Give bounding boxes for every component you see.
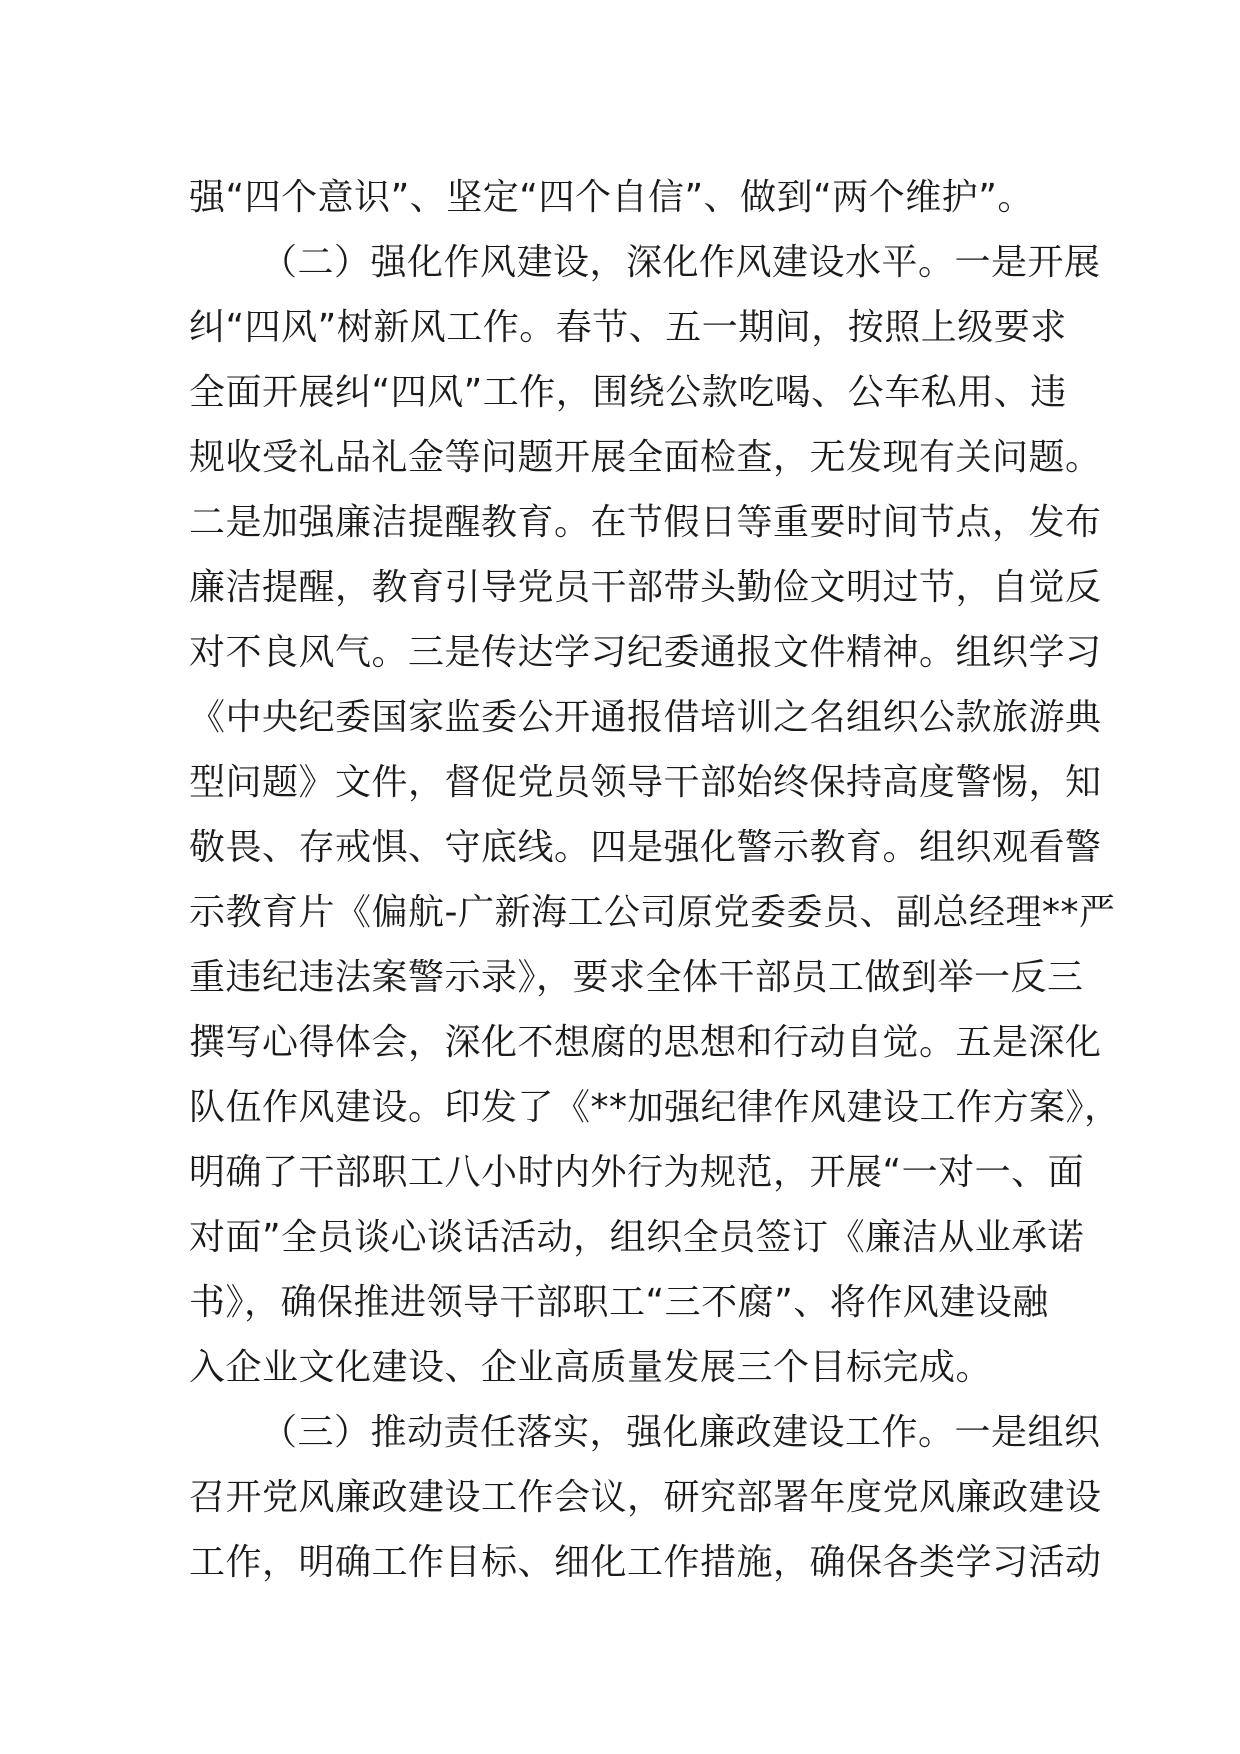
- text-line: 重违纪违法案警示录》，要求全体干部员工做到举一反三: [189, 957, 1084, 998]
- text-line: 入企业文化建设、企业高质量发展三个目标完成。: [189, 1347, 993, 1388]
- text-line: 书》，确保推进领导干部职工“三不腐”、将作风建设融: [189, 1282, 1049, 1323]
- document-body: [189, 165, 1121, 1595]
- text-line: 纠“四风”树新风工作。春节、五一期间，按照上级要求: [189, 307, 1067, 348]
- text-line: 工作，明确工作目标、细化工作措施，确保各类学习活动: [189, 1542, 1102, 1583]
- text-line: 敬畏、存戒惧、守底线。四是强化警示教育。组织观看警: [189, 827, 1102, 868]
- text-line: 二是加强廉洁提醒教育。在节假日等重要时间节点，发布: [189, 502, 1102, 543]
- section-heading-line: （二）强化作风建设，深化作风建设水平。一是开展: [261, 242, 1101, 283]
- text-line: 廉洁提醒，教育引导党员干部带头勤俭文明过节，自觉反: [189, 567, 1102, 608]
- text-line: 示教育片《偏航-广新海工公司原党委委员、副总经理**严: [189, 892, 1116, 933]
- text-line: 对不良风气。三是传达学习纪委通报文件精神。组织学习: [189, 632, 1102, 673]
- text-line: 型问题》文件，督促党员领导干部始终保持高度警惕，知: [189, 762, 1102, 803]
- text-line: 规收受礼品礼金等问题开展全面检查，无发现有关问题。: [189, 437, 1102, 478]
- text-line: 明确了干部职工八小时内外行为规范，开展“一对一、面: [189, 1152, 1085, 1193]
- section-heading-line: （三）推动责任落实，强化廉政建设工作。一是组织: [261, 1412, 1101, 1453]
- text-line: 队伍作风建设。印发了《**加强纪律作风建设工作方案》，: [189, 1087, 1121, 1128]
- text-line: 对面”全员谈心谈话活动，组织全员签订《廉洁从业承诺: [189, 1217, 1085, 1258]
- text-line: 《中央纪委国家监委公开通报借培训之名组织公款旅游典: [189, 697, 1102, 738]
- text-line: 召开党风廉政建设工作会议，研究部署年度党风廉政建设: [189, 1477, 1102, 1518]
- text-line: 全面开展纠“四风”工作，围绕公款吃喝、公车私用、违: [189, 372, 1067, 413]
- text-line: 撰写心得体会，深化不想腐的思想和行动自觉。五是深化: [189, 1022, 1102, 1063]
- text-line: 强“四个意识”、坚定“四个自信”、做到“两个维护”。: [189, 177, 1034, 218]
